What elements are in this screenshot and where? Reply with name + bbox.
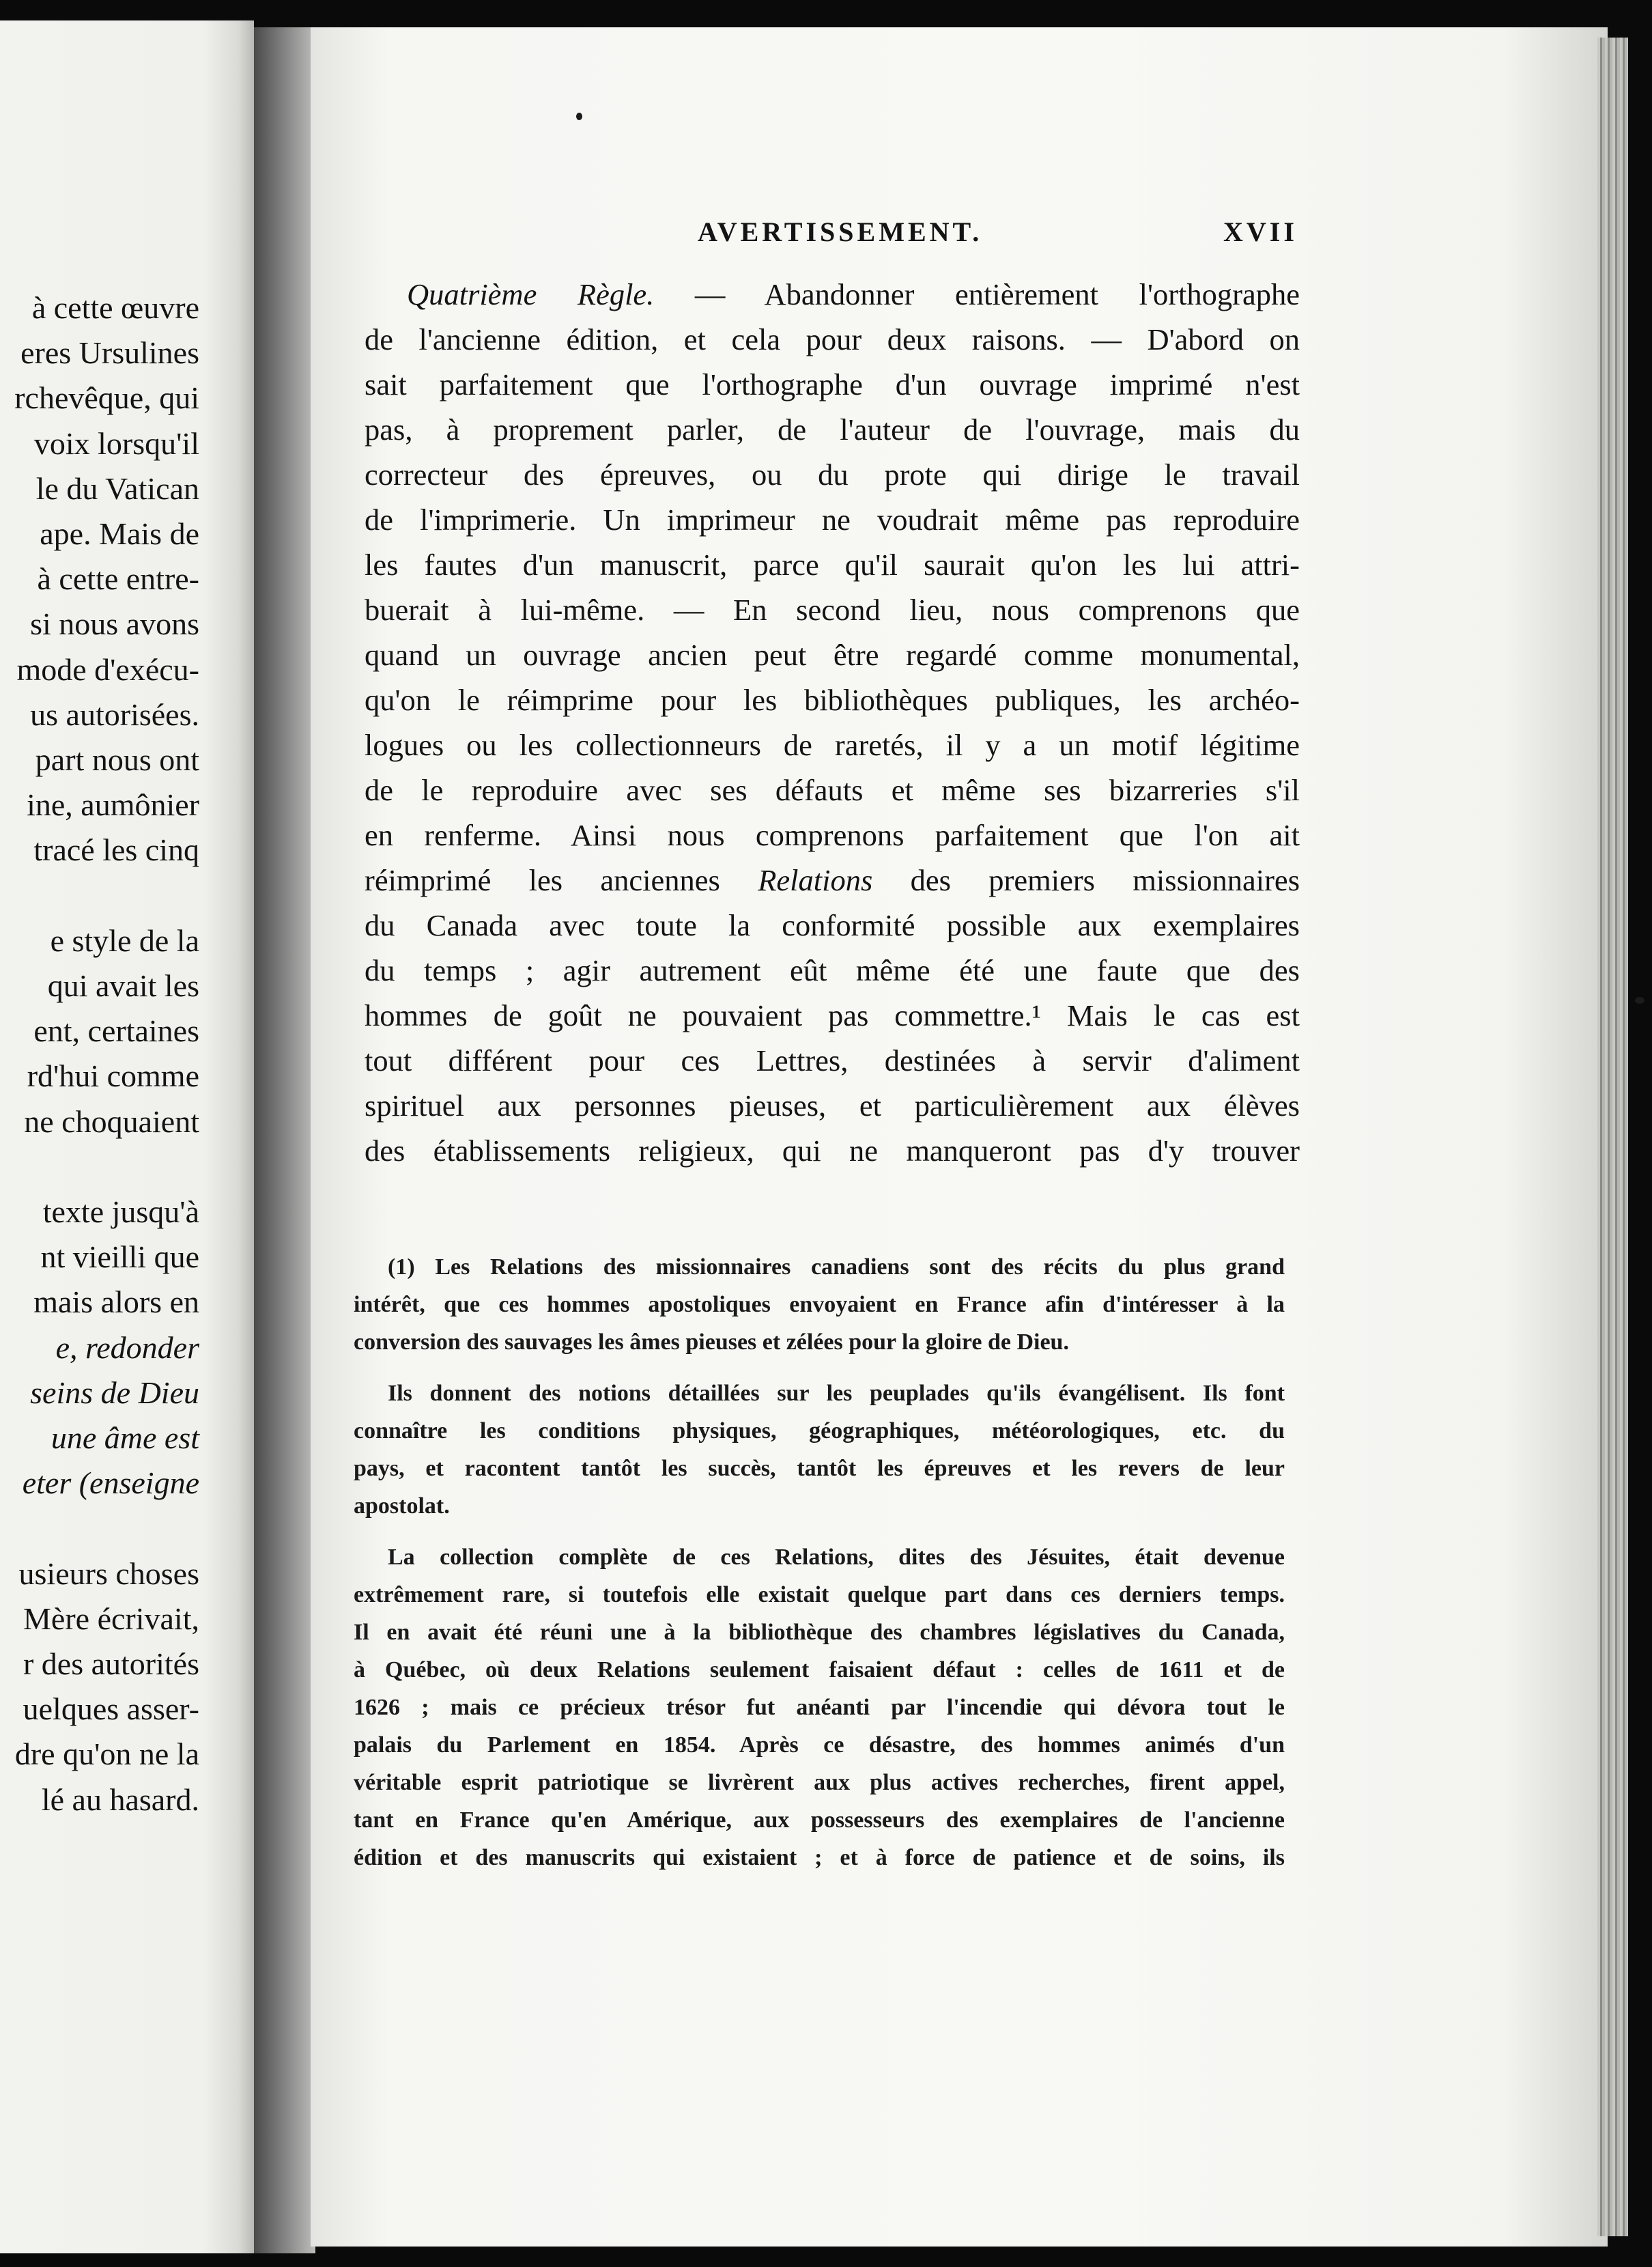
- page-edge-stack: [1597, 38, 1628, 2236]
- first-line-text: — Abandonner entièrement l'orthographe: [654, 277, 1300, 311]
- relations-italic: Relations: [758, 863, 873, 897]
- facing-page-line: eres Ursulines: [20, 335, 199, 371]
- footnote-line: (1) Les Relations des missionnaires canadiens sont des récits du plus grand: [388, 1254, 1285, 1280]
- facing-page-line: si nous avons: [30, 606, 199, 642]
- ink-speck: [1635, 997, 1644, 1004]
- body-line: buerait à lui-même. — En second lieu, nous comprenons que: [365, 593, 1300, 627]
- footnote-line: 1626 ; mais ce précieux trésor fut anéanti par l'incendie qui dévora tout le: [354, 1695, 1285, 1720]
- facing-page-line: Mère écrivait,: [23, 1601, 199, 1636]
- footnote-line: palais du Parlement en 1854. Après ce désastre, des hommes animés d'un: [354, 1732, 1285, 1758]
- body-line: du Canada avec toute la conformité possible aux exemplaires: [365, 908, 1300, 942]
- facing-page-line: mais alors en: [33, 1284, 199, 1320]
- facing-page: [0, 20, 254, 2253]
- footnote-line: La collection complète de ces Relations, dites des Jésuites, était devenue: [388, 1545, 1285, 1570]
- facing-page-line: le du Vatican: [35, 470, 199, 506]
- facing-page-line: mode d'exécu-: [16, 651, 199, 687]
- footnote-line: connaître les conditions physiques, géographiques, météorologiques, etc. du: [354, 1418, 1285, 1444]
- facing-page-line: nt vieilli que: [40, 1239, 199, 1275]
- facing-page-line: r des autorités: [23, 1646, 199, 1681]
- ink-speck: [576, 113, 582, 120]
- body-line: qu'on le réimprime pour les bibliothèques publiques, les archéo-: [365, 683, 1300, 717]
- footnote-line: à Québec, où deux Relations seulement faisaient défaut : celles de 1611 et de: [354, 1657, 1285, 1682]
- body-line: des établissements religieux, qui ne manqueront pas d'y trouver: [365, 1134, 1300, 1168]
- facing-page-line: ne choquaient: [24, 1103, 199, 1139]
- relations-pre: réimprimé les anciennes: [365, 863, 758, 897]
- facing-page-line: eter (enseigne: [22, 1465, 199, 1501]
- footnote-line: conversion des sauvages les âmes pieuses et zélées pour la gloire de Dieu.: [354, 1329, 1069, 1355]
- body-lines-group: [365, 317, 1300, 858]
- footnote-line: apostolat.: [354, 1493, 450, 1519]
- facing-page-line: usieurs choses: [18, 1555, 199, 1591]
- facing-page-line: à cette entre-: [37, 561, 199, 597]
- body-lines-group: [365, 903, 1300, 1173]
- body-line-first: [365, 272, 1300, 317]
- facing-page-line: rd'hui comme: [27, 1058, 199, 1094]
- footnote: [354, 1248, 1285, 1876]
- body-line: tout différent pour ces Lettres, destinées à servir d'aliment: [365, 1043, 1300, 1078]
- body-line: correcteur des épreuves, ou du prote qui dirige le travail: [365, 457, 1300, 492]
- footnote-paragraph-2: [354, 1375, 1285, 1525]
- body-line: hommes de goût ne pouvaient pas commettre.¹ Mais le cas est: [365, 998, 1300, 1032]
- footnote-line: tant en France qu'en Amérique, aux possesseurs des exemplaires de l'ancienne: [354, 1807, 1285, 1833]
- body-line: spirituel aux personnes pieuses, et particulièrement aux élèves: [365, 1088, 1300, 1123]
- facing-page-line: uelques asser-: [23, 1691, 199, 1727]
- body-line: de le reproduire avec ses défauts et même ses bizarreries s'il: [365, 773, 1300, 807]
- facing-page-line: dre qu'on ne la: [14, 1736, 199, 1772]
- facing-page-line: voix lorsqu'il: [33, 425, 199, 461]
- running-header-title: AVERTISSEMENT.: [698, 216, 983, 247]
- facing-page-line: e style de la: [50, 923, 199, 958]
- facing-page-line: texte jusqu'à: [42, 1194, 199, 1229]
- facing-page-line: lé au hasard.: [41, 1782, 199, 1817]
- facing-page-line: ine, aumônier: [27, 787, 199, 823]
- footnote-line: intérêt, que ces hommes apostoliques envoyaient en France afin d'intéresser à la: [354, 1292, 1285, 1317]
- footnote-line: Ils donnent des notions détaillées sur les peuplades qu'ils évangélisent. Ils font: [388, 1381, 1285, 1406]
- body-line: de l'ancienne édition, et cela pour deux raisons. — D'abord on: [365, 322, 1300, 356]
- footnote-paragraph-3: [354, 1538, 1285, 1876]
- footnote-paragraph-1: [354, 1248, 1285, 1361]
- body-line: logues ou les collectionneurs de raretés, il y a un motif légitime: [365, 728, 1300, 762]
- body-line: quand un ouvrage ancien peut être regardé comme monumental,: [365, 638, 1300, 672]
- facing-page-line: ent, certaines: [33, 1013, 199, 1049]
- facing-page-line: ape. Mais de: [40, 516, 199, 551]
- facing-page-line: rchevêque, qui: [14, 380, 199, 416]
- facing-page-line: qui avait les: [47, 968, 199, 1003]
- facing-page-line: seins de Dieu: [30, 1375, 199, 1410]
- facing-page-line: e, redonder: [55, 1329, 199, 1365]
- book-gutter: [254, 27, 315, 2253]
- body-line: pas, à proprement parler, de l'auteur de l'ouvrage, mais du: [365, 412, 1300, 447]
- body-line: en renferme. Ainsi nous comprenons parfaitement que l'on ait: [365, 818, 1300, 852]
- facing-page-line: us autorisées.: [30, 696, 199, 732]
- body-line: les fautes d'un manuscrit, parce qu'il saurait qu'on les lui attri-: [365, 548, 1300, 582]
- page-number: XVII: [1223, 216, 1298, 247]
- footnote-line: Il en avait été réuni une à la bibliothèque des chambres législatives du Canada,: [354, 1620, 1285, 1645]
- footnote-line: véritable esprit patriotique se livrèrent aux plus actives recherches, firent appel,: [354, 1770, 1285, 1795]
- body-line: du temps ; agir autrement eût même été une faute que des: [365, 953, 1300, 987]
- body-line: sait parfaitement que l'orthographe d'un ouvrage imprimé n'est: [365, 367, 1300, 402]
- footnote-line: extrêmement rare, si toutefois elle existait quelque part dans ces derniers temps.: [354, 1582, 1285, 1607]
- facing-page-line: part nous ont: [35, 742, 199, 777]
- rule-label: Quatrième Règle.: [407, 277, 655, 311]
- body-line: de l'imprimerie. Un imprimeur ne voudrait même pas reproduire: [365, 503, 1300, 537]
- footnote-line: édition et des manuscrits qui existaient ; et à force de patience et de soins, ils: [354, 1845, 1285, 1870]
- footnote-line: pays, et racontent tantôt les succès, tantôt les épreuves et les revers de leur: [354, 1456, 1285, 1481]
- facing-page-line: tracé les cinq: [33, 832, 199, 868]
- relations-post: des premiers missionnaires: [872, 863, 1300, 897]
- facing-page-line: à cette œuvre: [31, 290, 199, 325]
- body-paragraph: [365, 272, 1300, 1173]
- facing-page-line: une âme est: [51, 1420, 199, 1455]
- body-line-relations: [365, 858, 1300, 903]
